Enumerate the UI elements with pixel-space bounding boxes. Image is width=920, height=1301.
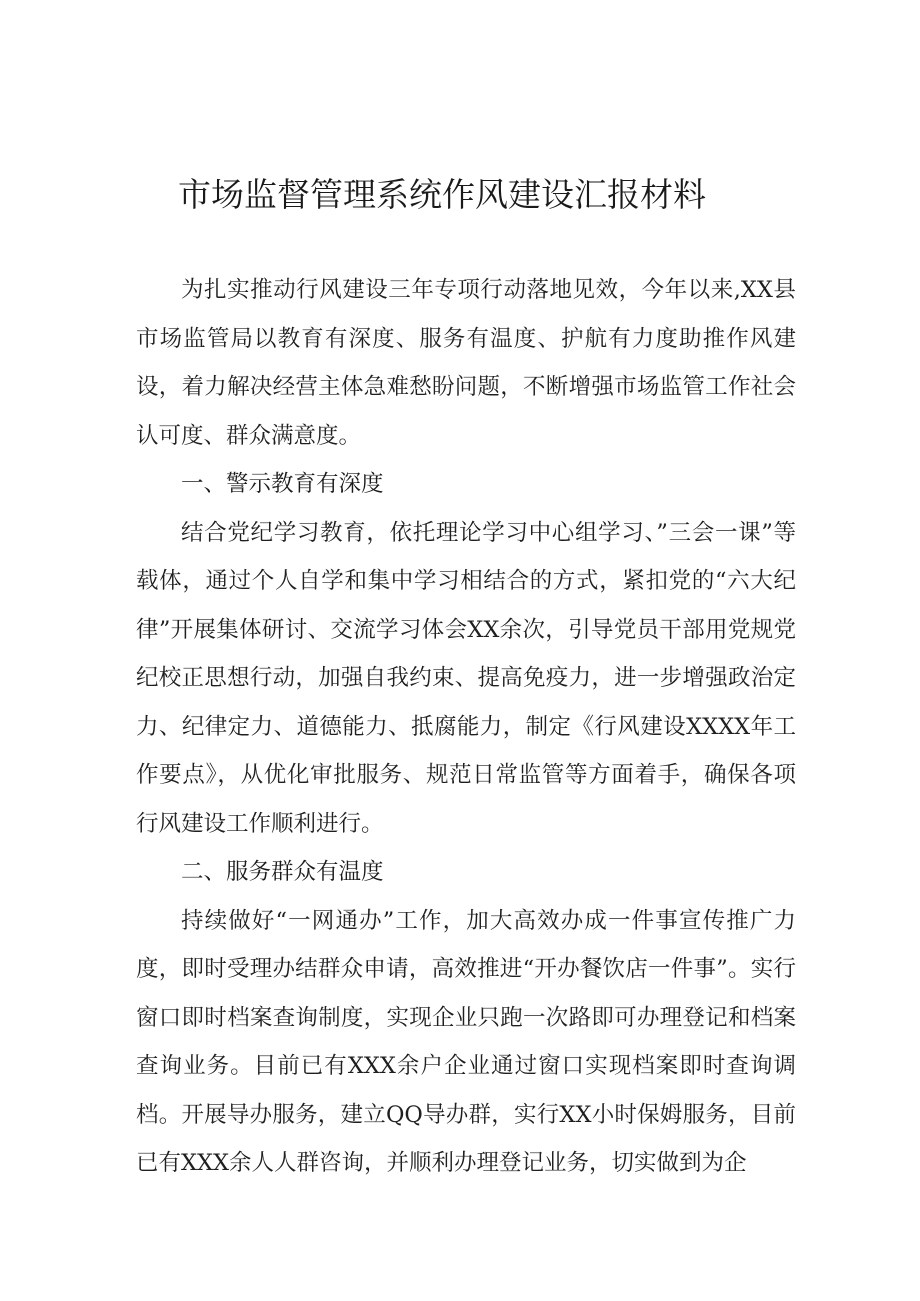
document-body (136, 266, 796, 1188)
intro-paragraph: 为扎实推动行风建设三年专项行动落地见效，今年以来,XX县市场监管局以教育有深度、服务有温度、护航有力度助推作风建设，着力解决经营主体急难愁盼问题，不断增强市场监管工作社会认可度、群众满意度。 (136, 277, 796, 449)
section-heading-education: 一、警示教育有深度 (181, 471, 384, 497)
section-paragraph-education: 结合党纪学习教育，依托理论学习中心组学习、”三会一课”等载体，通过个人自学和集中学习相结合的方式，紧扣党的“六大纪律”开展集体研讨、交流学习体会XX余次，引导党员干部用党规党纪校正思想行动，加强自我约束、提高免疫力，进一步增强政治定力、纪律定力、道德能力、抵腐能力，制定《行风建设XXXX年工作要点》，从优化审批服务、规范日常监管等方面着手，确保各项行风建设工作顺利进行。 (136, 519, 796, 837)
document-title: 市场监督管理系统作风建设汇报材料 (178, 175, 706, 214)
section-paragraph-service: 持续做好“一网通办”工作，加大高效办成一件事宣传推广力度，即时受理办结群众申请，高效推进“开办餐饮店一件事”。实行窗口即时档案查询制度，实现企业只跑一次路即可办理登记和档案查询业务。目前已有XXX余户企业通过窗口实现档案即时查询调档。开展导办服务，建立QQ导办群，实行XX小时保姆服务，目前已有XXX余人人群咨询，并顺利办理登记业务，切实做到为企 (136, 907, 796, 1176)
section-heading-service: 二、服务群众有温度 (181, 859, 384, 885)
